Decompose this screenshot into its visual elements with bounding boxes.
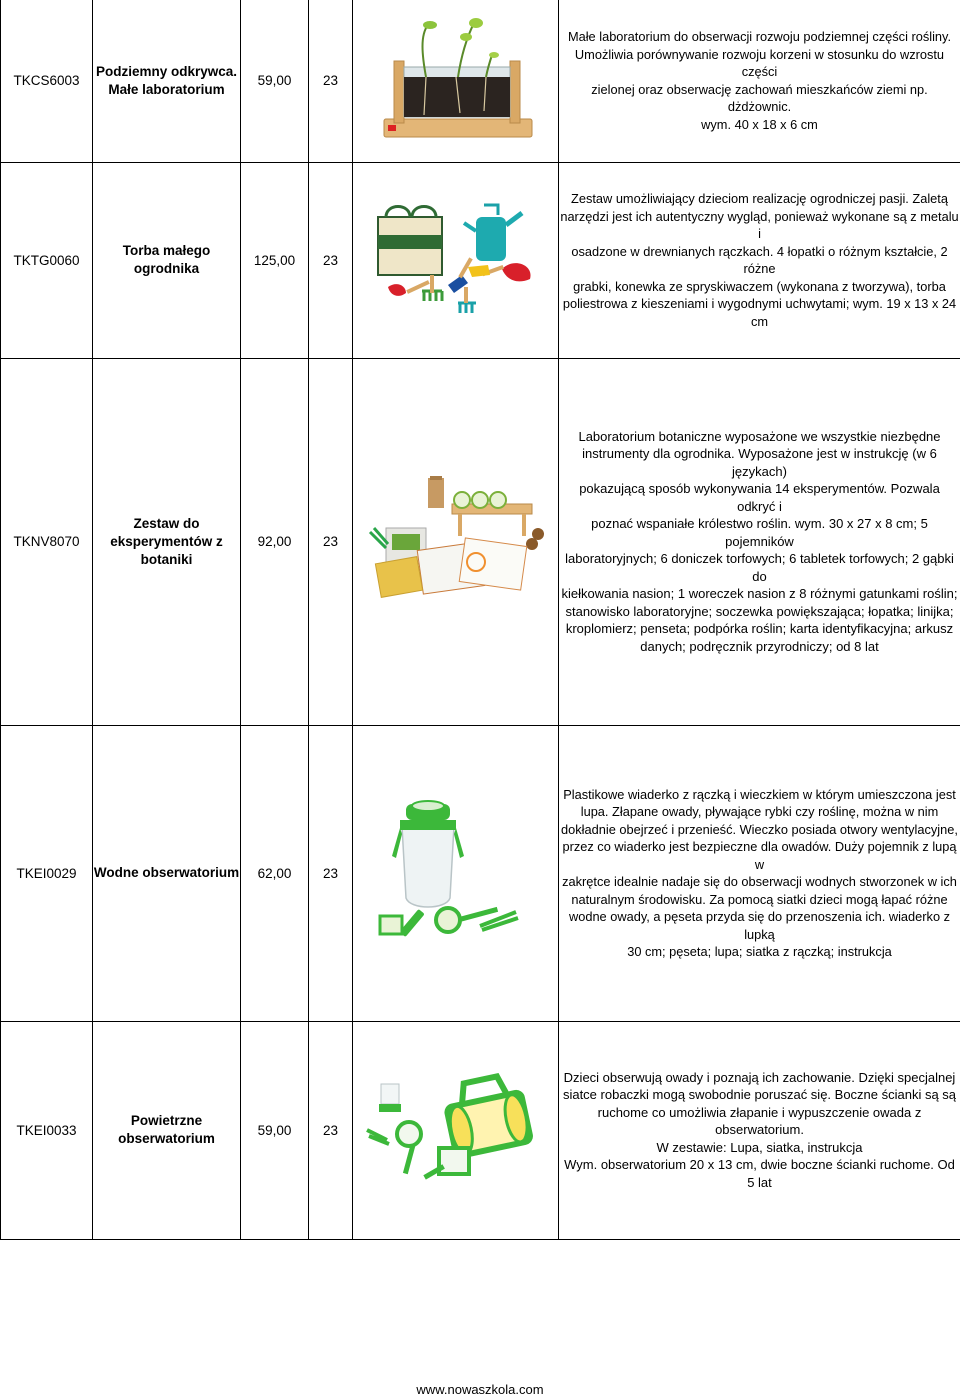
product-price: 125,00 — [241, 162, 309, 358]
description-line: danych; podręcznik przyrodniczy; od 8 lat — [640, 638, 879, 654]
description-line: pokazującą sposób wykonywania 14 eksperymentów. Pozwala odkryć i — [579, 481, 940, 514]
product-name — [93, 358, 241, 725]
product-vat: 23 — [309, 358, 353, 725]
description-line: cm — [750, 313, 769, 329]
product-name-line: Wodne obserwatorium — [93, 865, 240, 880]
description-line: siatce robaczki mogą swobodnie poruszać się. Boczne ścianki są są — [562, 1087, 957, 1103]
description-line: stanowisko laboratoryjne; soczewka powiększająca; łopatka; linijka; — [565, 603, 954, 619]
table-row — [1, 1021, 960, 1239]
description-line: laboratoryjnych; 6 doniczek torfowych; 6 tabletek torfowych; 2 gąbki do — [565, 551, 954, 584]
product-image — [353, 1021, 559, 1239]
description-line: kiełkowania nasion; 1 woreczek nasion z 8 różnymi gatunkami roślin; — [561, 586, 958, 602]
table-row — [1, 725, 960, 1021]
description-line: narzędzi jest ich autentyczny wygląd, ponieważ wykonane są z metalu i — [560, 208, 959, 241]
product-code: TKTG0060 — [1, 162, 93, 358]
description-line: Laboratorium botaniczne wyposażone we wszystkie niezbędne — [578, 428, 941, 444]
product-description — [559, 162, 960, 358]
description-line: W zestawie: Lupa, siatka, instrukcja — [656, 1139, 863, 1155]
product-image — [353, 725, 559, 1021]
product-image — [353, 0, 559, 162]
botany-kit-icon — [366, 472, 546, 612]
product-name-line: Małe laboratorium — [108, 81, 225, 97]
product-name — [93, 725, 241, 1021]
product-name-line: obserwatorium — [118, 1131, 215, 1146]
description-line: ruchome co umożliwia złapanie i wypuszczenie owada z obserwatorium. — [597, 1104, 922, 1138]
description-line: poznać wspaniałe królestwo roślin. wym. 30 x 27 x 8 cm; 5 pojemników — [591, 516, 928, 549]
product-code: TKEI0029 — [1, 725, 93, 1021]
product-name-line: Powietrzne — [130, 1113, 203, 1128]
description-line: przez co wiaderko jest bezpieczne dla owadów. Duży pojemnik z lupą w — [562, 839, 957, 872]
description-line: naturalnym środowisku. Za pomocą siatki dzieci mogą łapać różne — [571, 891, 948, 907]
description-line: poliestrowa z kieszeniami i wygodnymi uchwytami; wym. 19 x 13 x 24 — [562, 296, 957, 311]
product-name-line: Zestaw do — [133, 515, 200, 531]
product-name-line: Torba małego ogrodnika — [122, 243, 211, 276]
product-vat: 23 — [309, 1021, 353, 1239]
description-line: Plastikowe wiaderko z rączką i wieczkiem w którym umieszczona jest — [563, 786, 956, 802]
product-name-line: eksperymentów z — [110, 533, 223, 549]
product-code: TKCS6003 — [1, 0, 93, 162]
description-line: wodne owady, a pęseta przyda się do przenoszenia ich. wiaderko z lupką — [568, 909, 951, 942]
plant-root-lab-icon — [376, 15, 536, 147]
product-description — [559, 0, 960, 162]
description-line: lupa. Złapane owady, pływające rybki czy roślinę, można w nim — [580, 804, 939, 819]
air-observatory-icon — [361, 1070, 551, 1190]
table-row — [1, 0, 960, 162]
description-line: zielonej oraz obserwację zachowań mieszkańców ziemi np. dżdżownic. — [591, 81, 928, 115]
product-name-line: botaniki — [140, 551, 193, 567]
product-price: 92,00 — [241, 358, 309, 725]
product-name — [93, 0, 241, 162]
description-line: 30 cm; pęseta; lupa; siatka z rączką; instrukcja — [627, 944, 892, 959]
product-vat: 23 — [309, 0, 353, 162]
product-vat: 23 — [309, 162, 353, 358]
product-code: TKNV8070 — [1, 358, 93, 725]
product-name — [93, 1021, 241, 1239]
description-line: Wym. obserwatorium 20 x 13 cm, dwie boczne ścianki ruchome. Od 5 lat — [564, 1157, 955, 1190]
description-line: kroplomierz; penseta; podpórka roślin; karta identyfikacyjna; arkusz — [565, 621, 954, 637]
product-description — [559, 725, 960, 1021]
description-line: zakrętce idealnie nadaje się do obserwacji wodnych stworzonek w ich — [562, 874, 957, 889]
product-vat: 23 — [309, 725, 353, 1021]
product-name-line: Podziemny odkrywca. — [95, 63, 238, 79]
description-line: Dzieci obserwują owady i poznają ich zachowanie. Dzięki specjalnej — [563, 1069, 956, 1085]
description-line: wym. 40 x 18 x 6 cm — [701, 116, 818, 132]
product-image — [353, 358, 559, 725]
footer-url[interactable]: www.nowaszkola.com — [416, 1382, 544, 1397]
description-line: Małe laboratorium do obserwacji rozwoju podziemnej części rośliny. — [567, 29, 952, 45]
product-description — [559, 358, 960, 725]
description-line: osadzone w drewnianych rączkach. 4 łopatki o różnym kształcie, 2 różne — [571, 243, 948, 276]
description-line: Zestaw umożliwiający dzieciom realizację ogrodniczej pasji. Zaletą — [571, 191, 948, 206]
description-line: dokładnie obejrzeć i przenieść. Wieczko posiada otwory wentylacyjne, — [561, 821, 958, 837]
table-row — [1, 358, 960, 725]
description-line: Umożliwia porównywanie rozwoju korzeni w stosunku do wzrostu części — [574, 46, 945, 80]
product-price: 62,00 — [241, 725, 309, 1021]
product-image — [353, 162, 559, 358]
garden-tools-bag-icon — [366, 195, 546, 325]
water-observatory-icon — [366, 798, 546, 948]
product-price: 59,00 — [241, 1021, 309, 1239]
product-code: TKEI0033 — [1, 1021, 93, 1239]
product-price: 59,00 — [241, 0, 309, 162]
product-description — [559, 1021, 960, 1239]
description-line: grabki, konewka ze spryskiwaczem (wykonana z tworzywa), torba — [573, 278, 946, 294]
table-row — [1, 162, 960, 358]
product-name — [93, 162, 241, 358]
description-line: instrumenty dla ogrodnika. Wyposażone jest w instrukcję (w 6 językach) — [582, 446, 937, 479]
